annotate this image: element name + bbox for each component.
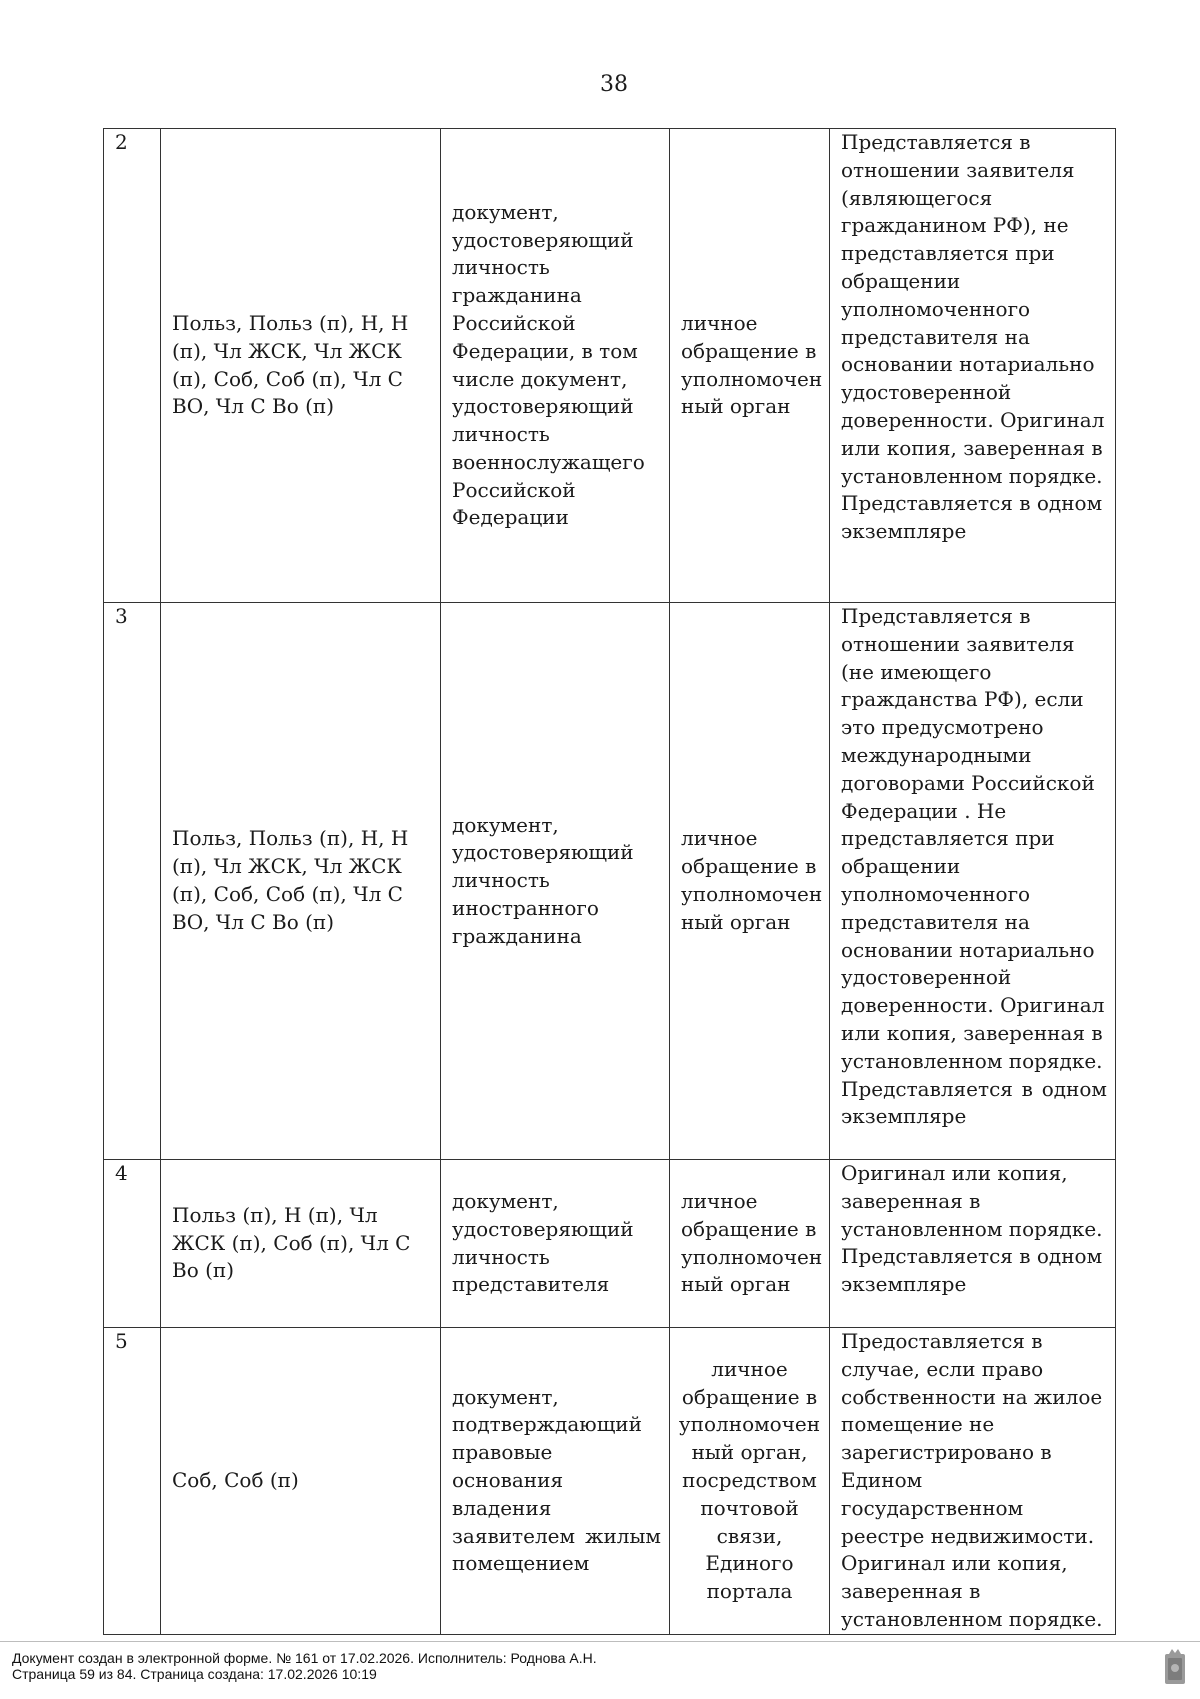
- document-name-end: помещением: [452, 1551, 590, 1576]
- table-row: [104, 603, 1116, 1160]
- document-note: Оригинал или копия, заверенная в установленном порядке. Представляется в одном экземпляре: [830, 1160, 1116, 1328]
- applicant-categories: Соб, Соб (п): [161, 1328, 441, 1635]
- applicant-categories: Польз, Польз (п), Н, Н (п), Чл ЖСК, Чл ЖСК (п), Соб, Соб (п), Чл С ВО, Чл С Во (п): [161, 603, 441, 1160]
- document-name: документ, удостоверяющий личность иностранного гражданина: [441, 603, 670, 1160]
- row-number: 2: [104, 129, 161, 603]
- submission-method: личное обращение в уполномочен ный орган, посредством почтовой связи, Единого портала: [670, 1328, 830, 1635]
- footer-line-2: Страница 59 из 84. Страница создана: 17.02.2026 10:19: [12, 1666, 377, 1682]
- submission-method: личное обращение в уполномочен ный орган: [670, 1160, 830, 1328]
- coat-of-arms-icon: [1164, 1648, 1186, 1686]
- note-text-end: экземпляре: [841, 1104, 967, 1129]
- row-number: 4: [104, 1160, 161, 1328]
- table-row: [104, 1160, 1116, 1328]
- footer-text: [12, 1650, 597, 1682]
- submission-method: личное обращение в уполномочен ный орган: [670, 129, 830, 603]
- table-row: [104, 129, 1116, 603]
- applicant-categories: Польз (п), Н (п), Чл ЖСК (п), Соб (п), Чл С Во (п): [161, 1160, 441, 1328]
- document-name: документ, удостоверяющий личность гражданина Российской Федерации, в том числе документ, удостоверяющий личность военнослужащего Российской Федерации: [441, 129, 670, 603]
- row-number: 5: [104, 1328, 161, 1635]
- table-row: [104, 1328, 1116, 1635]
- documents-table: [103, 128, 1116, 1635]
- document-name-justified: заявителем жилым: [452, 1523, 661, 1548]
- page-number: 38: [600, 72, 628, 97]
- applicant-categories: Польз, Польз (п), Н, Н (п), Чл ЖСК, Чл ЖСК (п), Соб, Соб (п), Чл С ВО, Чл С Во (п): [161, 129, 441, 603]
- row-number: 3: [104, 603, 161, 1160]
- document-name: документ, удостоверяющий личность представителя: [441, 1160, 670, 1328]
- document-name-text: документ, подтверждающий правовые основания владения: [452, 1384, 642, 1520]
- document-name: [441, 1328, 670, 1635]
- footer-line-1: Документ создан в электронной форме. № 161 от 17.02.2026. Исполнитель: Роднова А.Н.: [12, 1650, 597, 1666]
- document-note: [830, 603, 1116, 1160]
- submission-method: личное обращение в уполномочен ный орган: [670, 603, 830, 1160]
- note-text: Представляется в отношении заявителя (не имеющего гражданства РФ), если это предусмотрено международными договорами Российской Федерации . Не представляется при обращении уполномоченного представителя на основании нотариально удостоверенной доверенности. Оригинал или копия, заверенная в установленном порядке.: [841, 604, 1105, 1073]
- note-text-justified: Представляется в одном: [841, 1076, 1107, 1101]
- document-footer: [0, 1641, 1200, 1699]
- document-note: Представляется в отношении заявителя (являющегося гражданином РФ), не представляется при обращении уполномоченного представителя на основании нотариально удостоверенной доверенности. Оригинал или копия, заверенная в установленном порядке. Представляется в одном экземпляре: [830, 129, 1116, 603]
- document-note: Предоставляется в случае, если право собственности на жилое помещение не зарегистрировано в Едином государственном реестре недвижимости. Оригинал или копия, заверенная в установленном порядке.: [830, 1328, 1116, 1635]
